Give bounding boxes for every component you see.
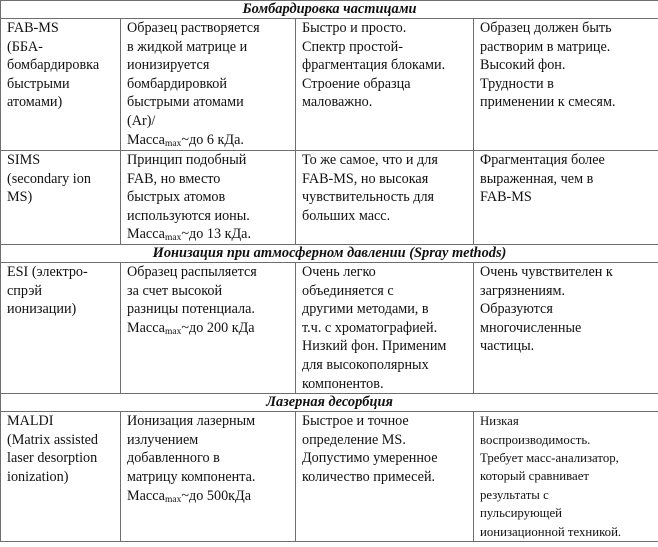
disadvantages-cell: Фрагментация более выраженная, чем в FAB-MS bbox=[474, 151, 658, 245]
principle-cell: Принцип подобный FAB, но вместо быстрых атомов используются ионы. Масса$_{max}$~до 13 кДа. bbox=[121, 151, 296, 245]
advantages-cell: Очень легко объединяется с другими методами, в т.ч. с хроматографией. Низкий фон. Применим для высокополярных компонентов. bbox=[296, 262, 474, 393]
disadvantages-cell: Низкая воспроизводимость. Требует масс-анализатор, который сравнивает результаты с пульсирующей ионизационной техникой. bbox=[474, 412, 658, 542]
section-header-row bbox=[1, 1, 658, 19]
table-row bbox=[1, 412, 658, 542]
table-row bbox=[1, 151, 658, 245]
section-header-row bbox=[1, 244, 658, 262]
principle-cell: Образец растворяется в жидкой матрице и ионизируется бомбардировкой быстрыми атомами (Ar)/ Масса$_{max}$~до 6 кДа. bbox=[121, 19, 296, 151]
method-cell: SIMS (secondary ion MS) bbox=[1, 151, 121, 245]
method-cell: FAB-MS (ББА- бомбардировка быстрыми атомами) bbox=[1, 19, 121, 151]
section-title: Ионизация при атмосферном давлении (Spray methods) bbox=[1, 244, 658, 262]
advantages-cell: Быстро и просто. Спектр простой- фрагментация блоками. Строение образца маловажно. bbox=[296, 19, 474, 151]
mass-limit: Масса$_{max}$~до 13 кДа. bbox=[127, 226, 252, 244]
principle-cell: Ионизация лазерным излучением добавленного в матрицу компонента. Масса$_{max}$~до 500кДа bbox=[121, 412, 296, 542]
table-row bbox=[1, 262, 658, 393]
section-title: Лазерная десорбция bbox=[1, 394, 658, 412]
method-cell: MALDI (Matrix assisted laser desorption ionization) bbox=[1, 412, 121, 542]
mass-limit: Масса$_{max}$~до 200 кДа bbox=[127, 319, 255, 337]
section-header-row bbox=[1, 394, 658, 412]
advantages-cell: Быстрое и точное определение MS. Допустимо умеренное количество примесей. bbox=[296, 412, 474, 542]
method-cell: ESI (электро- спрэй ионизации) bbox=[1, 262, 121, 393]
mass-limit: Масса$_{max}$~до 6 кДа. bbox=[127, 131, 244, 149]
mass-limit: Масса$_{max}$~до 500кДа bbox=[127, 487, 252, 505]
principle-cell: Образец распыляется за счет высокой разницы потенциала. Масса$_{max}$~до 200 кДа bbox=[121, 262, 296, 393]
disadvantages-cell: Образец должен быть растворим в матрице. Высокий фон. Трудности в применении к смесям. bbox=[474, 19, 658, 151]
table-row bbox=[1, 19, 658, 151]
section-title: Бомбардировка частицами bbox=[1, 1, 658, 19]
advantages-cell: То же самое, что и для FAB-MS, но высокая чувствительность для больших масс. bbox=[296, 151, 474, 245]
disadvantages-cell: Очень чувствителен к загрязнениям. Образуются многочисленные частицы. bbox=[474, 262, 658, 393]
